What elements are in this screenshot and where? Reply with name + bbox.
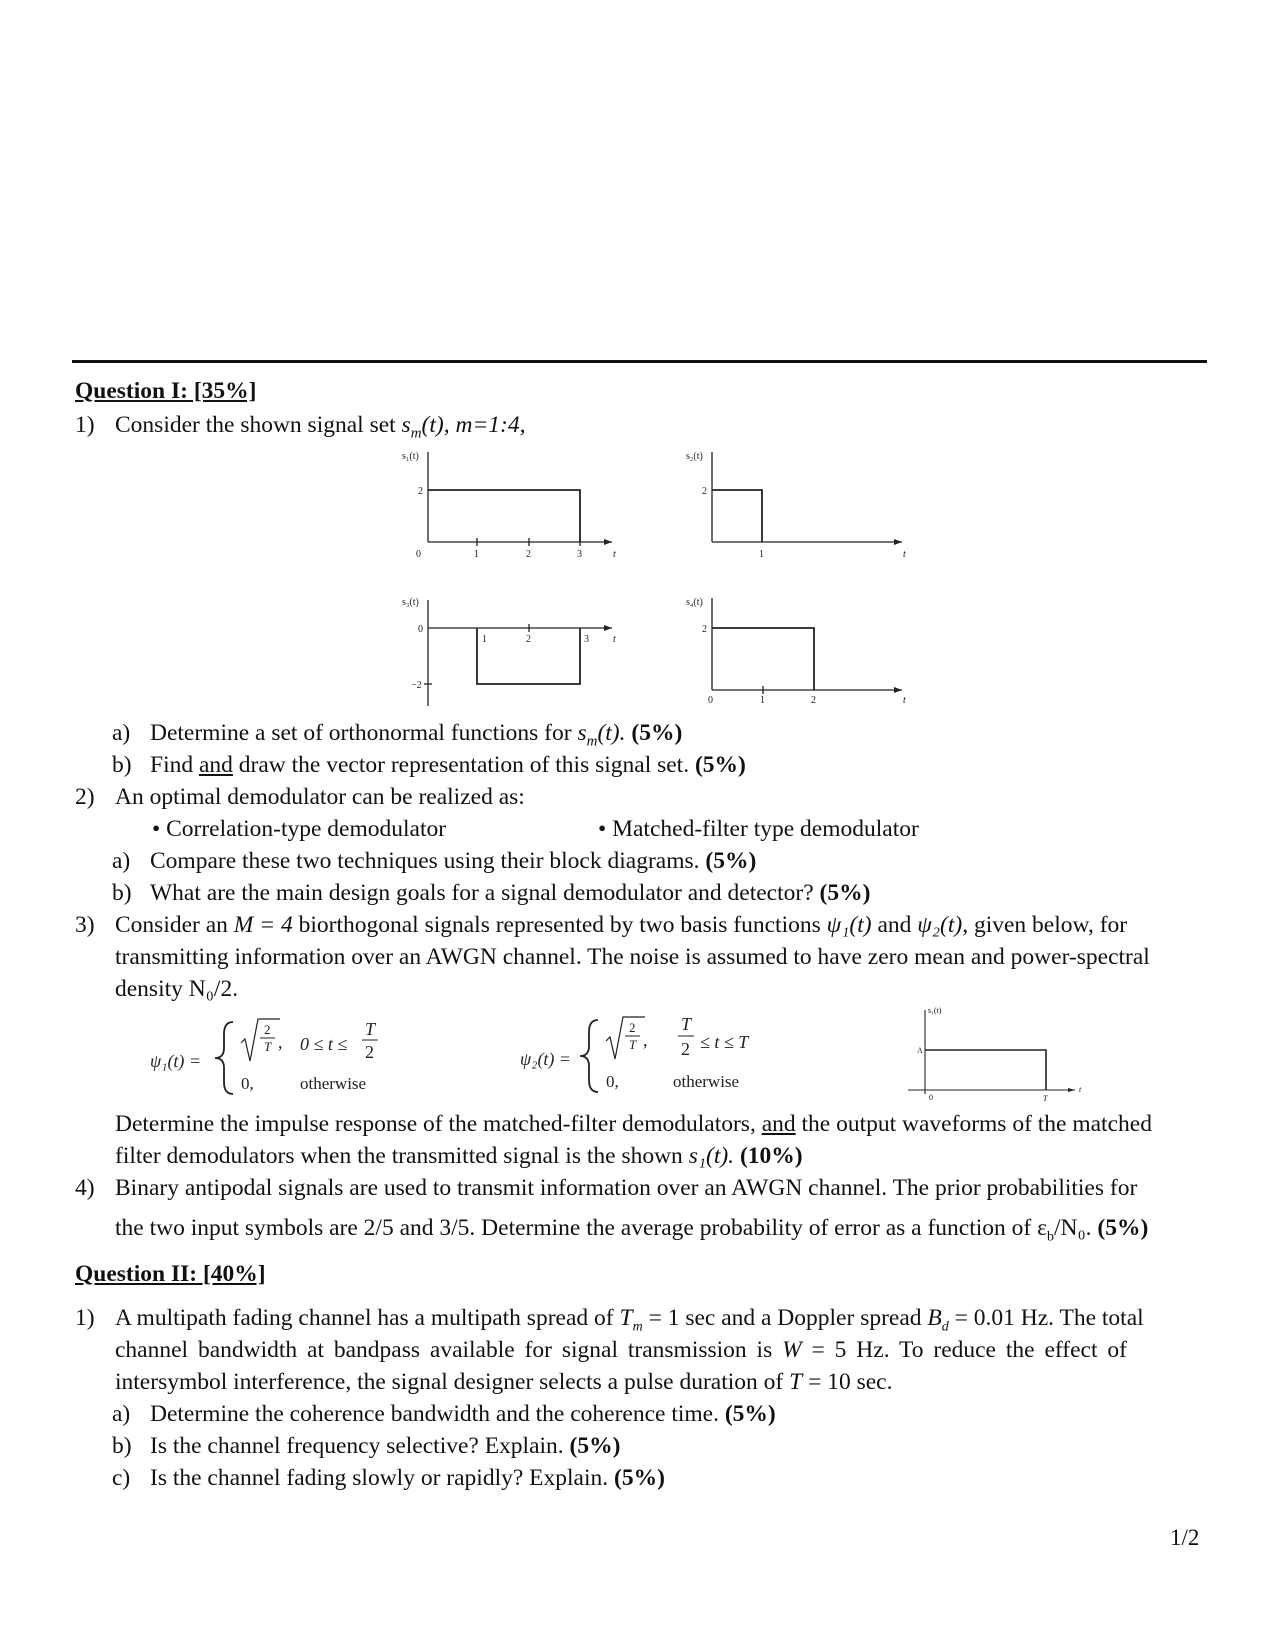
math-T: T [619,1305,633,1331]
s1-t-label: t [613,549,616,560]
sub-text: Determine a set of orthonormal functions for [150,720,578,746]
s2-y-tick: 2 [702,486,707,497]
math-W: W [782,1337,802,1363]
math-sub: m [586,733,598,750]
text: Consider an [115,912,234,938]
item-number: 4) [75,1175,95,1201]
q2-item-1c [112,1463,665,1493]
item-text: An optimal demodulator can be realized as: [115,784,525,810]
q1-item-3-line2: transmitting information over an AWGN channel. The noise is assumed to have zero mean and power-spectral [115,944,1150,970]
psi1-sqrt [241,1019,280,1061]
s1-small-t: t [1079,1085,1082,1094]
item-text: Consider the shown signal set [115,412,402,438]
sub-label: c) [112,1465,131,1491]
points: (5%) [819,880,871,906]
s2-label: s₂(t) [686,451,703,462]
points: (5%) [724,1401,776,1427]
psi2-sqrt-num: 2 [629,1020,636,1035]
text: , given below, for [962,912,1128,938]
q1-item-4-line2 [115,1213,1148,1253]
s1-x-tick-0: 0 [416,549,421,560]
psi1-brace [215,1022,233,1094]
psi2-sqrt-den: T [629,1037,637,1052]
text: and [871,912,918,938]
signal-symbol: s [401,412,411,438]
item-number: 1) [75,412,95,438]
signal-tail: (t), m=1:4, [421,412,526,438]
s4-x-tick-1: 1 [760,695,765,706]
psi2-comma: , [643,1030,648,1050]
text: channel bandwidth at bandpass available for signal transmission is [115,1337,783,1363]
s1-x-tick-1: 1 [474,549,479,560]
sub-label: b) [112,880,132,906]
bullet-matched-filter: • Matched-filter type demodulator [598,816,919,842]
text: = 1 sec and a Doppler spread [642,1305,928,1331]
s2-t-label: t [903,549,906,560]
text: = 5 Hz. To reduce the effect of [801,1337,1127,1363]
sub-label: b) [112,1433,132,1459]
q1-item-3-body-line2 [115,1141,803,1171]
s4-x-tick-2: 2 [811,695,816,706]
math-psi2: ψ₂(t) [917,912,963,938]
s3-y-tick-0: 0 [418,624,423,635]
text: A multipath fading channel has a multipath spread of [115,1305,620,1331]
sub-text: Is the channel fading slowly or rapidly? Explain. [150,1465,609,1491]
q2-item-1-line2 [115,1335,1127,1365]
text: = 10 sec. [802,1369,893,1395]
points: (5%) [569,1433,621,1459]
s1-label: s₁(t) [402,451,419,462]
psi2-lhs: ψ₂(t) = [520,1049,572,1069]
q1-item-3-line3: density N₀/2. [115,976,239,1002]
sub-text: draw the vector representation of this signal set. [232,752,690,778]
points: (5%) [705,848,757,874]
math-tail: (t). [597,720,626,746]
sub-text-pre: Find [150,752,199,778]
s1-y-tick: 2 [418,486,423,497]
q1-item-3-body-line1 [115,1109,1152,1139]
s1-small-T: T [1043,1094,1048,1103]
math-s: s [577,720,587,746]
psi2-frac-num: T [681,1014,692,1034]
psi1-lhs: ψ₁(t) = [150,1051,202,1071]
s4-t-label: t [903,695,906,706]
psi1-frac-num: T [365,1019,376,1039]
psi1-frac-den: 2 [365,1042,374,1062]
sub-text: Is the channel frequency selective? Explain. [150,1433,564,1459]
s1-small-label: s₁(t) [928,1006,942,1015]
s3-label: s₃(t) [402,597,419,608]
math-T: T [789,1369,803,1395]
math-M: M = 4 [233,912,293,938]
text: the output waveforms of the matched [795,1111,1152,1137]
text: = 0.01 Hz. The total [948,1305,1144,1331]
sub-label: b) [112,752,132,778]
sub-text: Determine the coherence bandwidth and the coherence time. [150,1401,719,1427]
text: the two input symbols are 2/5 and 3/5. Determine the average probability of error as a function of ɛ [115,1215,1047,1241]
points: (5%) [694,752,746,778]
s1-x-tick-2: 2 [526,549,531,560]
sub-m: m [632,1319,643,1335]
s1-x-tick-3: 3 [577,549,582,560]
q2-item-1a [112,1399,776,1429]
psi1-zero: 0, [241,1074,254,1093]
q2-item-1b [112,1431,620,1461]
psi1-sqrt-den: T [264,1039,272,1054]
sub-label: a) [112,1401,131,1427]
s4-y-tick: 2 [702,624,707,635]
bullet-correlation: • Correlation-type demodulator [152,816,447,842]
math-B: B [927,1305,942,1331]
psi2-otherwise: otherwise [673,1072,740,1091]
sub-label: a) [112,848,131,874]
item-number: 2) [75,784,95,810]
signal-subscript: m [410,425,422,442]
psi1-sqrt-num: 2 [264,1022,271,1037]
s1-small-waveform [925,1050,1046,1090]
underlined-and: and [761,1111,796,1137]
points: (10%) [739,1143,803,1169]
s3-x-tick-1: 1 [482,634,487,645]
sub-d: d [941,1319,949,1335]
s4-x-tick-0: 0 [708,695,713,706]
points: (5%) [631,720,683,746]
psi2-frac-den: 2 [681,1039,690,1059]
sub-text: Compare these two techniques using their block diagrams. [150,848,700,874]
s1-small-A: A [917,1046,923,1055]
s2-x-tick-1: 1 [759,549,764,560]
s1-small-0: 0 [929,1093,933,1102]
psi2-sqrt [606,1017,645,1059]
q1-item-4 [75,1173,1137,1203]
text: intersymbol interference, the signal designer selects a pulse duration of [115,1369,790,1395]
psi1-otherwise: otherwise [300,1074,367,1093]
points: (5%) [1097,1215,1149,1241]
text: Determine the impulse response of the matched-filter demodulators, [115,1111,762,1137]
psi2-cond: ≤ t ≤ T [700,1032,749,1052]
psi1-comma: , [278,1032,283,1052]
underlined-and: and [198,752,233,778]
q2-item-1-line3 [115,1367,892,1397]
page-number: 1/2 [1170,1525,1200,1550]
text: /N₀. [1053,1215,1092,1241]
sub-label: a) [112,720,131,746]
s4-label: s₄(t) [686,597,703,608]
s3-y-tick-neg2: −2 [411,680,422,691]
text: biorthogonal signals represented by two basis functions [292,912,827,938]
s3-x-tick-2: 2 [526,634,531,645]
sub-b: b [1046,1229,1054,1245]
item-number: 1) [75,1305,95,1331]
item-number: 3) [75,912,95,938]
math-s1: s₁(t). [688,1143,735,1169]
psi2-brace [580,1020,598,1092]
psi2-zero: 0, [606,1072,619,1091]
question-1-title: Question I: [35%] [75,378,257,404]
question-2-title: Question II: [40%] [75,1261,266,1287]
s3-t-label: t [613,634,616,645]
text: Binary antipodal signals are used to transmit information over an AWGN channel. The prior probabilities for [115,1175,1138,1201]
psi1-cond: 0 ≤ t ≤ [300,1034,348,1054]
text: filter demodulators when the transmitted signal is the shown [115,1143,689,1169]
s3-x-tick-3: 3 [584,634,589,645]
math-psi1: ψ₁(t) [826,912,872,938]
points: (5%) [614,1465,665,1491]
sub-text: What are the main design goals for a signal demodulator and detector? [150,880,814,906]
